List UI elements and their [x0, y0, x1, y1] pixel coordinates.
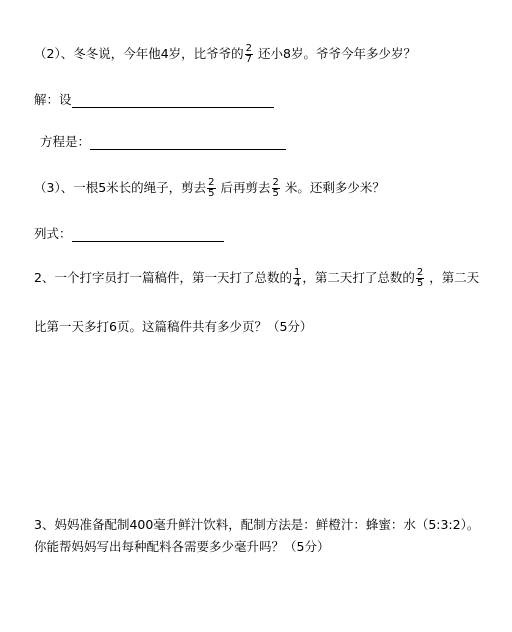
problem-2-text-b: ，第二天打了总数的	[302, 270, 415, 285]
fraction-2-5-first: $\frac{2}{5}$	[208, 177, 215, 199]
problem-3-line-1: 3、妈妈准备配制400毫升鲜汁饮料，配制方法是：鲜橙汁：蜂蜜：水（5:3:2）。	[34, 517, 480, 532]
fraction-2-7: $\frac{2}{7}$	[245, 43, 253, 65]
question-3	[34, 178, 385, 199]
formula-label: 列式：	[34, 226, 72, 241]
problem-2	[34, 268, 479, 289]
problem-2-text-c: ，第二天	[429, 270, 480, 285]
fraction-2-5: $\frac{2}{5}$	[416, 267, 424, 289]
question-2-text-a: （2）、冬冬说，今年他4岁，比爷爷的	[34, 46, 244, 61]
fraction-1-4: $\frac{1}{4}$	[293, 267, 301, 289]
question-3-answer-line	[34, 226, 224, 242]
problem-3-line-2: 你能帮妈妈写出每种配料各需要多少毫升吗？（5分）	[34, 539, 330, 554]
problem-2-text-a: 2、一个打字员打一篇稿件，第一天打了总数的	[34, 270, 292, 285]
question-2-answer-line	[34, 92, 274, 108]
problem-2-line-2: 比第一天多打6页。这篇稿件共有多少页？（5分）	[34, 319, 313, 334]
answer-blank[interactable]	[72, 95, 274, 108]
question-2	[34, 44, 416, 65]
question-3-text-c: 米。还剩多少米？	[284, 180, 385, 195]
equation-label: 方程是：	[40, 134, 91, 149]
formula-blank[interactable]	[72, 229, 224, 242]
question-3-text-a: （3）、一根5米长的绳子，剪去	[34, 180, 207, 195]
answer-label: 解：设	[34, 92, 72, 107]
fraction-2-5-second: $\frac{2}{5}$	[272, 177, 279, 199]
question-2-text-b: 还小8岁。爷爷今年多少岁？	[258, 46, 416, 61]
question-3-text-b: 后再剪去	[220, 180, 271, 195]
question-2-equation-line	[40, 134, 286, 150]
equation-blank[interactable]	[90, 137, 286, 150]
